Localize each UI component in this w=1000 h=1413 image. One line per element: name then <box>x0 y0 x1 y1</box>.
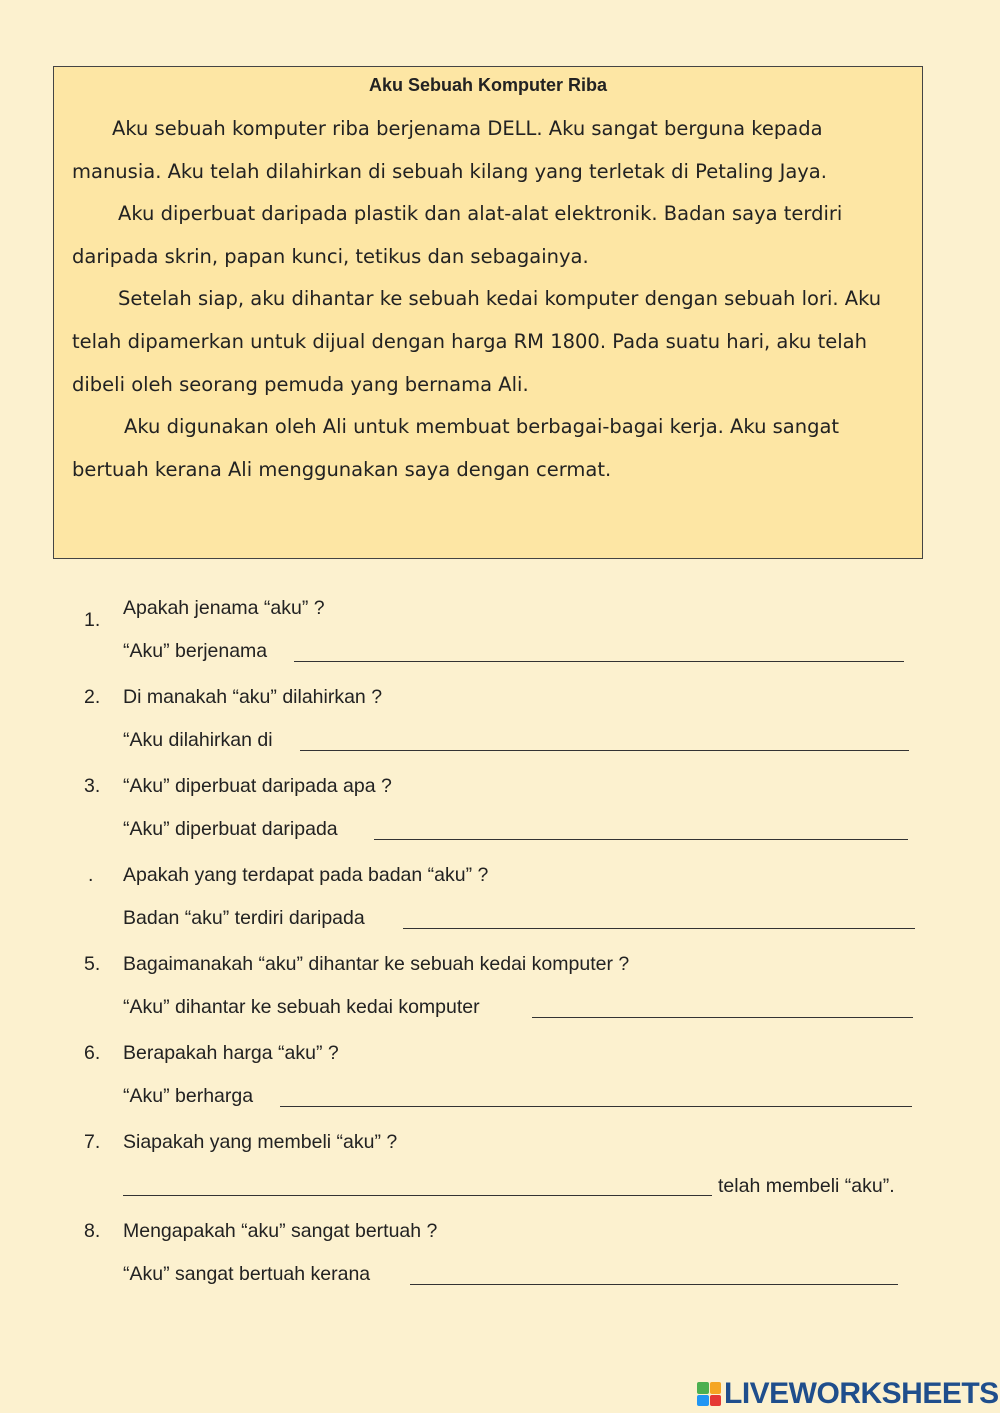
logo-mark-square <box>710 1395 722 1407</box>
question-number: 7. <box>84 1131 101 1153</box>
question-number: . <box>88 864 94 886</box>
answer-blank[interactable] <box>410 1284 898 1285</box>
answer-prefix: “Aku” diperbuat daripada <box>123 818 338 840</box>
question-text: Bagaimanakah “aku” dihantar ke sebuah kedai komputer ? <box>123 953 630 975</box>
answer-prefix: “Aku” berharga <box>123 1085 254 1107</box>
answer-blank[interactable] <box>280 1106 912 1107</box>
question-number: 2. <box>84 686 101 708</box>
logo-mark-icon <box>697 1382 721 1406</box>
story-paragraph-3: Setelah siap, aku dihantar ke sebuah kedai komputer dengan sebuah lori. Aku telah dipamerkan untuk dijual dengan harga RM 1800. Pada suatu hari, aku telah dibeli oleh seorang pemuda yang bernama Ali. <box>72 287 882 396</box>
answer-prefix: “Aku dilahirkan di <box>123 729 273 751</box>
answer-blank[interactable] <box>532 1017 913 1018</box>
answer-blank[interactable] <box>300 750 909 751</box>
answer-prefix: “Aku” sangat bertuah kerana <box>123 1263 371 1285</box>
answer-blank[interactable] <box>123 1195 712 1196</box>
logo-mark-square <box>697 1382 709 1394</box>
story-box <box>53 66 923 559</box>
question-text: Apakah yang terdapat pada badan “aku” ? <box>123 864 489 886</box>
question-text: Siapakah yang membeli “aku” ? <box>123 1131 398 1153</box>
question-number: 6. <box>84 1042 101 1064</box>
logo-text: LIVEWORKSHEETS <box>724 1377 999 1410</box>
answer-blank[interactable] <box>294 661 904 662</box>
question-text: Di manakah “aku” dilahirkan ? <box>123 686 383 708</box>
story-text <box>72 108 912 491</box>
question-number: 3. <box>84 775 101 797</box>
answer-prefix: Badan “aku” terdiri daripada <box>123 907 365 929</box>
story-paragraph-4: Aku digunakan oleh Ali untuk membuat berbagai-bagai kerja. Aku sangat bertuah kerana Ali menggunakan saya dengan cermat. <box>72 415 840 481</box>
question-text: Mengapakah “aku” sangat bertuah ? <box>123 1220 438 1242</box>
question-number: 5. <box>84 953 101 975</box>
logo-mark-square <box>710 1382 722 1394</box>
story-paragraph-1: Aku sebuah komputer riba berjenama DELL. Aku sangat berguna kepada manusia. Aku telah dilahirkan di sebuah kilang yang terletak di Petaling Jaya. <box>72 117 827 183</box>
story-title: Aku Sebuah Komputer Riba <box>368 75 608 95</box>
question-number: 8. <box>84 1220 101 1242</box>
answer-blank[interactable] <box>403 928 915 929</box>
answer-prefix: “Aku” berjenama <box>123 640 268 662</box>
question-text: Apakah jenama “aku” ? <box>123 597 325 619</box>
answer-suffix: telah membeli “aku”. <box>718 1175 895 1197</box>
liveworksheets-logo <box>697 1377 999 1411</box>
question-text: Berapakah harga “aku” ? <box>123 1042 339 1064</box>
answer-blank[interactable] <box>374 839 908 840</box>
story-paragraph-2: Aku diperbuat daripada plastik dan alat-alat elektronik. Badan saya terdiri daripada skrin, papan kunci, tetikus dan sebagainya. <box>72 202 843 268</box>
logo-mark-square <box>697 1395 709 1407</box>
answer-prefix: “Aku” dihantar ke sebuah kedai komputer <box>123 996 480 1018</box>
question-number: 1. <box>84 609 101 631</box>
question-text: “Aku” diperbuat daripada apa ? <box>123 775 392 797</box>
